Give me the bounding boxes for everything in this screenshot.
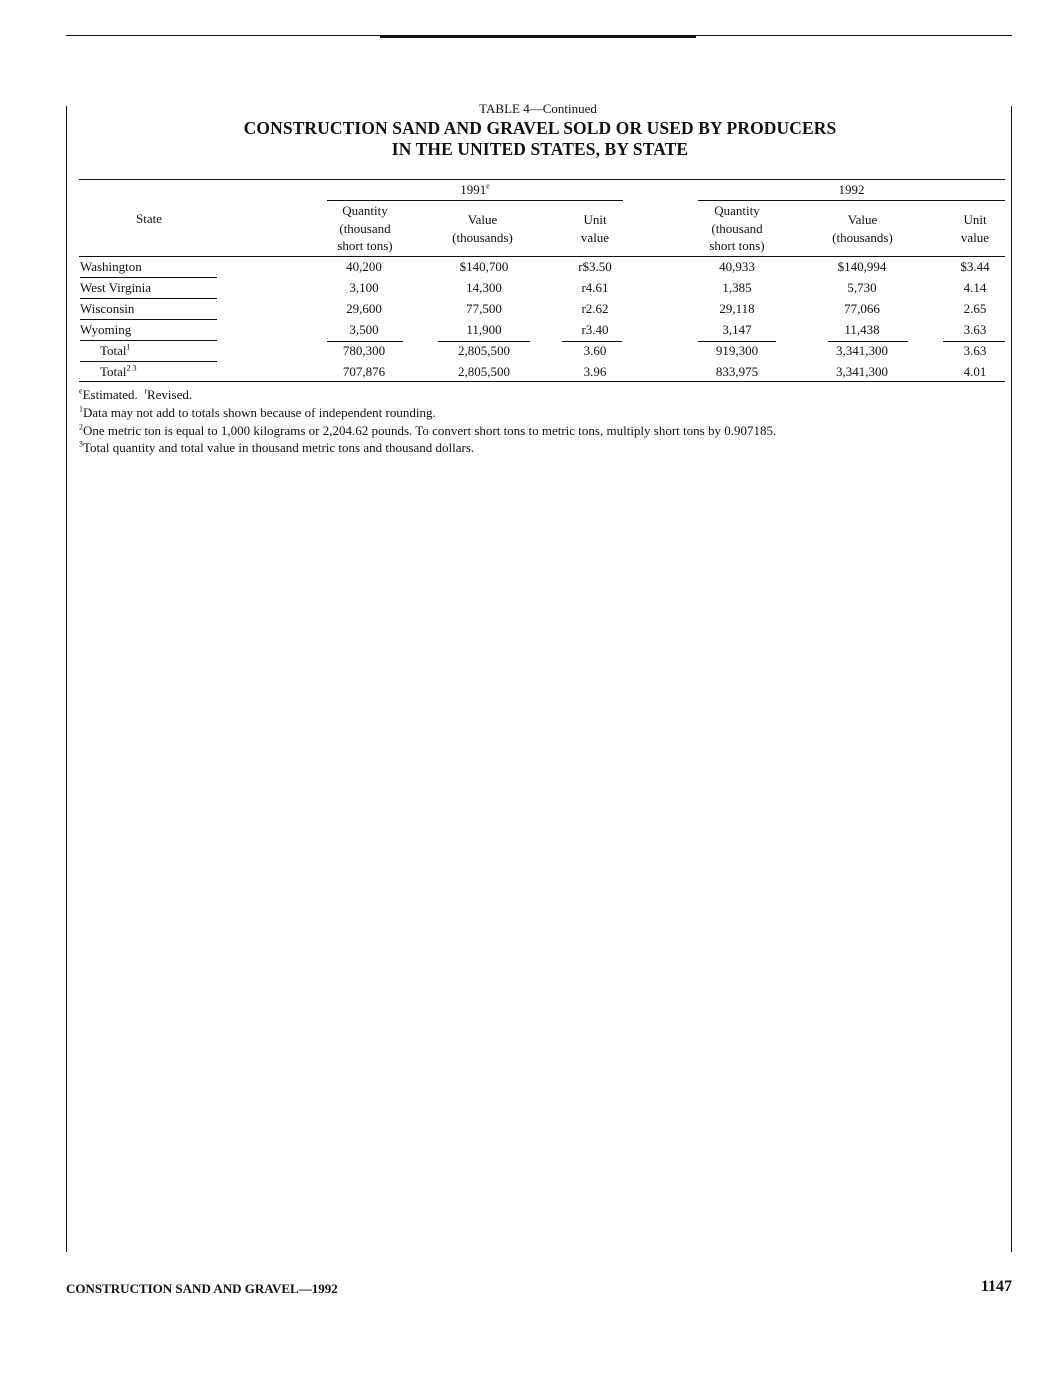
value-cell-q2: 833,975 [715, 364, 759, 379]
value-cell-v2: 3,341,300 [836, 364, 888, 379]
state-underline [80, 277, 217, 278]
page-number: 1147 [980, 1278, 1012, 1295]
header-value-1992: Value (thousands) [832, 212, 893, 245]
state-underline [80, 361, 217, 362]
value-cell-v2: 11,438 [844, 322, 880, 337]
state-cell: Total$^{2 3}$ [100, 363, 137, 379]
header-quantity-1991: Quantity (thousand short tons) [337, 203, 393, 253]
total-rule [828, 341, 908, 342]
value-cell-u1: r2.62 [581, 301, 609, 316]
header-value-1991: Value (thousands) [452, 212, 513, 245]
value-cell-v1: 77,500 [466, 301, 502, 316]
table-title-line1: CONSTRUCTION SAND AND GRAVEL SOLD OR USED BY PRODUCERS [243, 118, 837, 138]
header-unit-1991: Unit value [580, 212, 610, 245]
state-cell: Wyoming [80, 322, 132, 337]
value-cell-q1: 3,100 [349, 280, 379, 295]
value-cell-q1: 40,200 [346, 259, 382, 274]
value-cell-v1: 2,805,500 [458, 343, 510, 358]
table-title-line2: IN THE UNITED STATES, BY STATE [391, 139, 689, 159]
value-cell-u1: r$3.50 [578, 259, 612, 274]
state-cell: Total$^1$ [100, 342, 131, 358]
top-rule-thick [380, 35, 696, 38]
header-bottom-rule [79, 256, 1005, 257]
state-cell: Washington [80, 259, 142, 274]
value-cell-q2: 3,147 [722, 322, 752, 337]
value-cell-u2: 4.01 [963, 364, 987, 379]
state-underline [80, 298, 217, 299]
right-border [1011, 106, 1012, 1252]
value-cell-q1: 707,876 [342, 364, 386, 379]
note-estimated-revised: $^e$Estimated. $^r$Revised. [79, 386, 193, 402]
table-top-rule [79, 179, 1005, 180]
total-rule [698, 341, 776, 342]
footer-running-title: CONSTRUCTION SAND AND GRAVEL—1992 [66, 1281, 338, 1296]
value-cell-q1: 3,500 [349, 322, 379, 337]
value-cell-v2: 5,730 [847, 280, 877, 295]
note-1: $^1$Data may not add to totals shown because of independent rounding. [79, 404, 436, 420]
total-rule [438, 341, 530, 342]
total-rule [943, 341, 1005, 342]
value-cell-v2: $140,994 [837, 259, 887, 274]
value-cell-q2: 29,118 [719, 301, 755, 316]
left-border [66, 106, 67, 1252]
value-cell-q2: 1,385 [722, 280, 752, 295]
header-quantity-1992: Quantity (thousand short tons) [709, 203, 765, 253]
note-3: $^3$Total quantity and total value in thousand metric tons and thousand dollars. [79, 439, 475, 455]
value-cell-u2: 4.14 [963, 280, 987, 295]
value-cell-u2: $3.44 [960, 259, 990, 274]
value-cell-q2: 919,300 [715, 343, 759, 358]
value-cell-u1: 3.96 [583, 364, 607, 379]
value-cell-v1: 11,900 [466, 322, 502, 337]
value-cell-v1: 14,300 [466, 280, 502, 295]
value-cell-v1: 2,805,500 [458, 364, 510, 379]
header-year-1991: 1991e [460, 181, 490, 197]
value-cell-v2: 3,341,300 [836, 343, 888, 358]
state-underline [80, 340, 217, 341]
value-cell-q1: 29,600 [346, 301, 382, 316]
value-cell-u2: 3.63 [963, 322, 987, 337]
year1-rule [327, 200, 623, 201]
state-cell: West Virginia [80, 280, 151, 295]
header-unit-1992: Unit value [960, 212, 990, 245]
value-cell-u1: r3.40 [581, 322, 609, 337]
state-underline [80, 319, 217, 320]
value-cell-v1: $140,700 [459, 259, 509, 274]
state-cell: Wisconsin [80, 301, 135, 316]
value-cell-u2: 3.63 [963, 343, 987, 358]
year2-rule [698, 200, 1005, 201]
note-2: $^2$One metric ton is equal to 1,000 kilograms or 2,204.62 pounds. To convert short tons to metric tons, multiply short tons by 0.907185. [79, 422, 777, 438]
value-cell-u1: 3.60 [583, 343, 607, 358]
header-state: State [136, 211, 162, 226]
value-cell-q1: 780,300 [342, 343, 386, 358]
value-cell-v2: 77,066 [844, 301, 880, 316]
table-label: TABLE 4—Continued [479, 101, 597, 116]
value-cell-u2: 2.65 [963, 301, 987, 316]
header-year-1992: 1992 [838, 182, 865, 197]
table-bottom-rule [79, 381, 1005, 382]
total-rule [562, 341, 622, 342]
value-cell-u1: r4.61 [581, 280, 609, 295]
value-cell-q2: 40,933 [719, 259, 755, 274]
total-rule [327, 341, 403, 342]
